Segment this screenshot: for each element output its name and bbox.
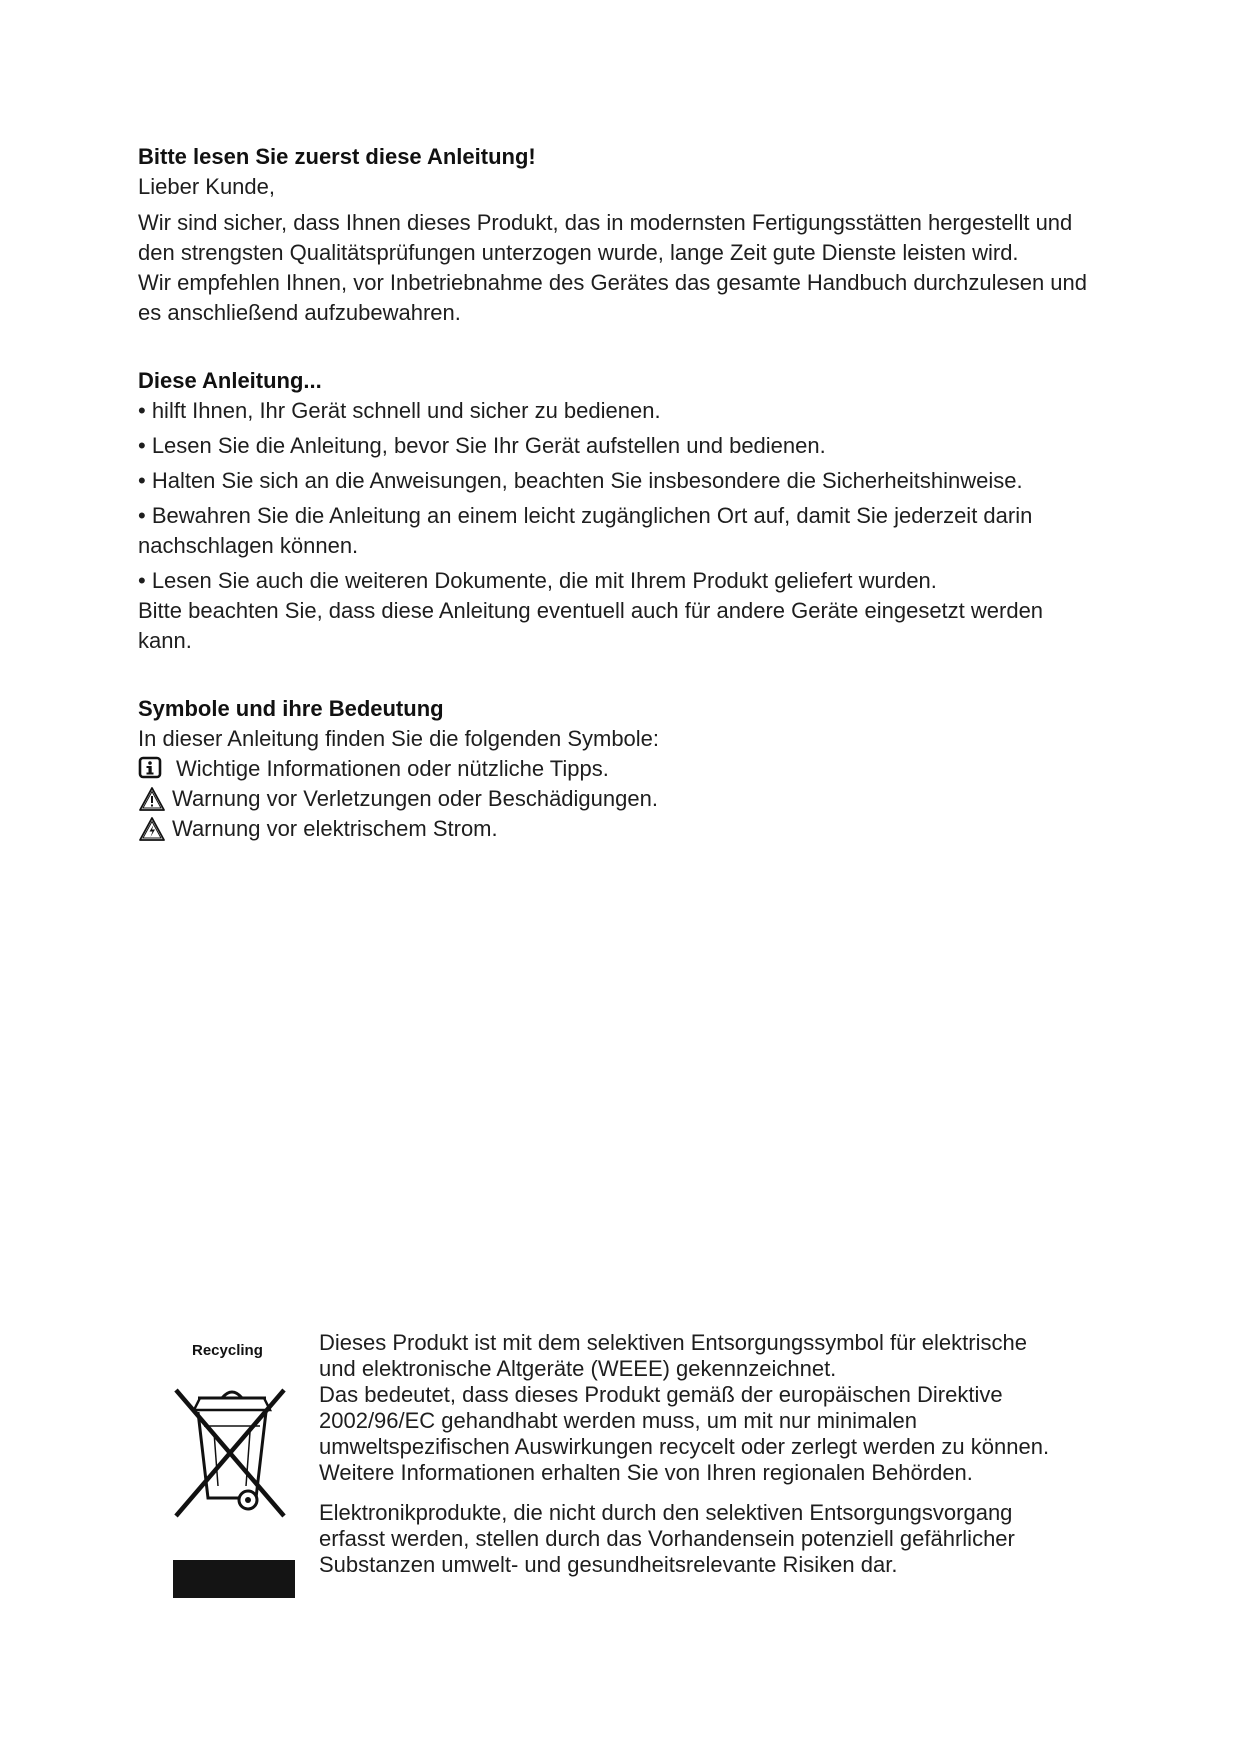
symbol-text-warning: Warnung vor Verletzungen oder Beschädigungen. xyxy=(172,786,658,811)
manual-heading: Diese Anleitung... xyxy=(138,368,322,393)
black-bar xyxy=(173,1560,295,1598)
symbols-heading: Symbole und ihre Bedeutung xyxy=(138,696,444,721)
crossed-out-bin-icon xyxy=(170,1380,290,1520)
info-icon xyxy=(138,756,168,782)
recycling-paragraph-2: Elektronikprodukte, die nicht durch den selektiven Entsorgungsvorgang erfasst werden, stellen durch das Vorhandensein potenziell gefährlicher Substanzen umwelt- und gesundheitsrelevante Risiken dar. xyxy=(319,1500,1015,1577)
intro-paragraph-1: Wir sind sicher, dass Ihnen dieses Produkt, das in modernsten Fertigungsstätten hergestellt und den strengsten Qualitätsprüfungen unterzogen wurde, lange Zeit gute Dienste leisten wird. xyxy=(138,210,1073,265)
intro-heading: Bitte lesen Sie zuerst diese Anleitung! xyxy=(138,144,536,169)
recycling-label: Recycling xyxy=(192,1342,263,1359)
greeting: Lieber Kunde, xyxy=(138,174,275,199)
symbol-text-info: Wichtige Informationen oder nützliche Tipps. xyxy=(176,756,609,781)
list-item: • Lesen Sie auch die weiteren Dokumente, die mit Ihrem Produkt geliefert wurden. xyxy=(138,568,937,593)
manual-page xyxy=(138,142,1098,844)
warning-triangle-icon xyxy=(138,786,166,812)
recycling-text xyxy=(319,1330,1139,1578)
list-item: • Bewahren Sie die Anleitung an einem leicht zugänglichen Ort auf, damit Sie jederzeit darin nachschlagen können. xyxy=(138,503,1033,558)
symbol-row-info xyxy=(138,754,1098,784)
symbol-row-warning xyxy=(138,784,1098,814)
symbol-row-electric xyxy=(138,814,1098,844)
symbols-intro: In dieser Anleitung finden Sie die folgenden Symbole: xyxy=(138,726,660,751)
electric-warning-icon xyxy=(138,816,166,842)
symbol-text-electric: Warnung vor elektrischem Strom. xyxy=(172,816,498,841)
recycling-paragraph-1: Dieses Produkt ist mit dem selektiven Entsorgungssymbol für elektrische und elektronische Altgeräte (WEEE) gekennzeichnet. Das bedeutet, dass dieses Produkt gemäß der europäischen Direktive 2002/96/EC gehandhabt werden muss, um mit nur minimalen umweltspezifischen Auswirkungen recycelt oder zerlegt werden zu können. Weitere Informationen erhalten Sie von Ihren regionalen Behörden. xyxy=(319,1330,1050,1485)
manual-bullet-list xyxy=(138,396,1098,596)
list-item: • hilft Ihnen, Ihr Gerät schnell und sicher zu bedienen. xyxy=(138,398,661,423)
intro-paragraph-2: Wir empfehlen Ihnen, vor Inbetriebnahme des Gerätes das gesamte Handbuch durchzulesen und es anschließend aufzubewahren. xyxy=(138,270,1088,325)
list-item: • Halten Sie sich an die Anweisungen, beachten Sie insbesondere die Sicherheitshinweise. xyxy=(138,468,1023,493)
manual-note: Bitte beachten Sie, dass diese Anleitung eventuell auch für andere Geräte eingesetzt werden kann. xyxy=(138,598,1044,653)
list-item: • Lesen Sie die Anleitung, bevor Sie Ihr Gerät aufstellen und bedienen. xyxy=(138,433,826,458)
